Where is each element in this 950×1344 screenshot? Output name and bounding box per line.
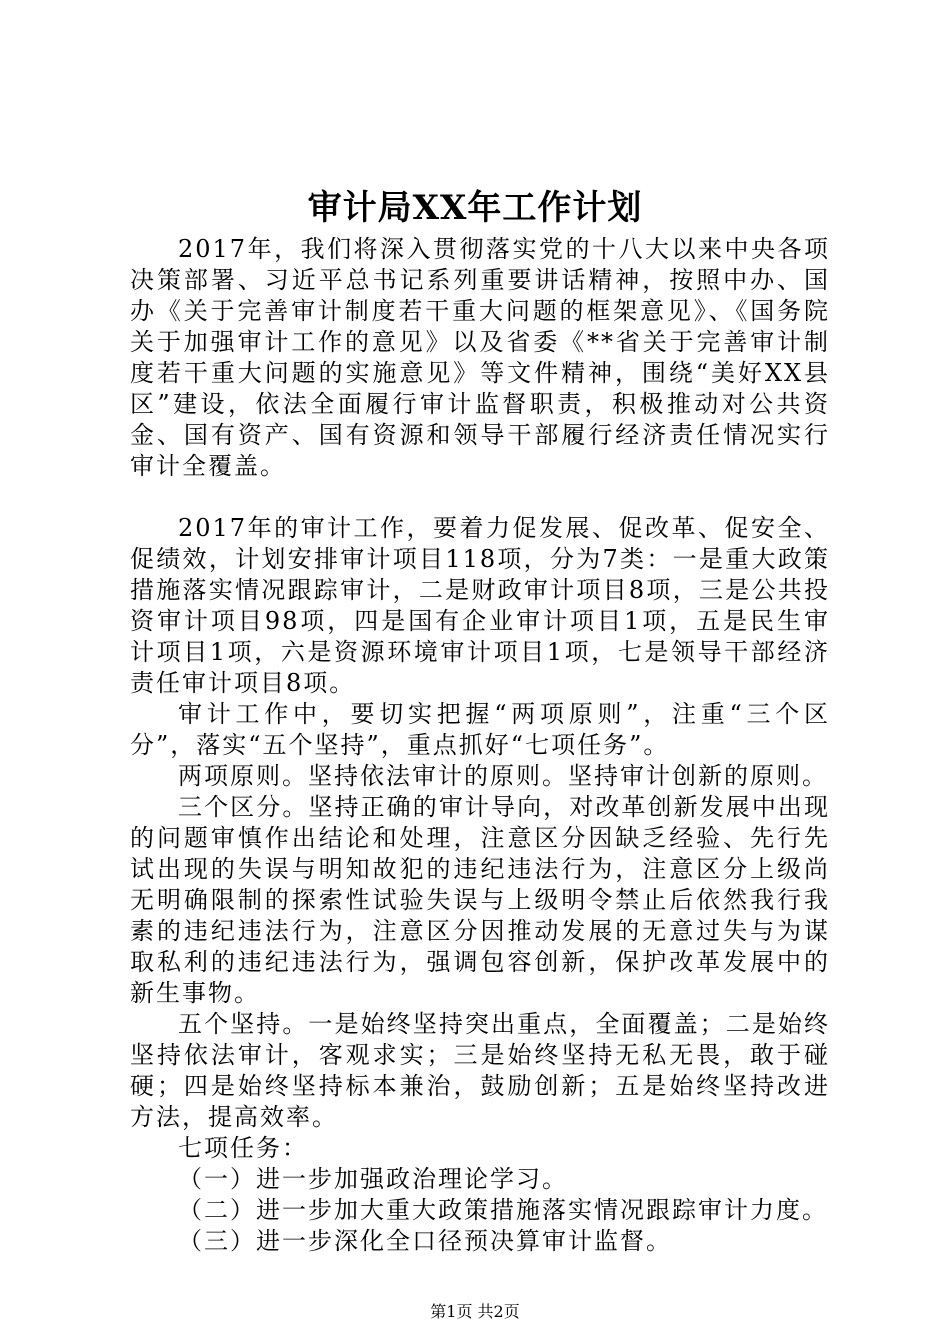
task-item-3: （三）进一步深化全口径预决算审计监督。 (178, 1227, 672, 1255)
paragraph-principles-summary: 审计工作中，要切实把握“两项原则”，注重“三个区分”，落实“五个坚持”，重点抓好“七项任务”。 (130, 700, 830, 759)
document-body (130, 234, 830, 1257)
task-item-1: （一）进一步加强政治理论学习。 (178, 1165, 568, 1193)
paragraph-five-adherences: 五个坚持。一是始终坚持突出重点，全面覆盖；二是始终坚持依法审计，客观求实；三是始终坚持无私无畏，敢于碰硬；四是始终坚持标本兼治，鼓励创新；五是始终坚持改进方法，提高效率。 (130, 1010, 830, 1131)
page-footer: 第1页 共2页 (430, 1302, 520, 1321)
task-item-2: （二）进一步加大重大政策措施落实情况跟踪审计力度。 (178, 1196, 828, 1224)
paragraph-plan-overview: 2017年的审计工作，要着力促发展、促改革、促安全、促绩效，计划安排审计项目118项，分为7类：一是重大政策措施落实情况跟踪审计，二是财政审计项目8项，三是公共投资审计项目98项，四是国有企业审计项目1项，五是民生审计项目1项，六是资源环境审计项目1项，七是领导干部经济责任审计项目8项。 (130, 514, 830, 697)
paragraph-intro: 2017年，我们将深入贯彻落实党的十八大以来中央各项决策部署、习近平总书记系列重要讲话精神，按照中办、国办《关于完善审计制度若干重大问题的框架意见》、《国务院关于加强审计工作的意见》以及省委《**省关于完善审计制度若干重大问题的实施意见》等文件精神，围绕“美好XX县区”建设，依法全面履行审计监督职责，积极推动对公共资金、国有资产、国有资源和领导干部履行经济责任情况实行审计全覆盖。 (130, 235, 830, 480)
paragraph-three-distinctions: 三个区分。坚持正确的审计导向，对改革创新发展中出现的问题审慎作出结论和处理，注意区分因缺乏经验、先行先试出现的失误与明知故犯的违纪违法行为，注意区分上级尚无明确限制的探索性试验失误与上级明令禁止后依然我行我素的违纪违法行为，注意区分因推动发展的无意过失与为谋取私利的违纪违法行为，强调包容创新，保护改革发展中的新生事物。 (130, 793, 830, 1007)
paragraph-spacer (130, 482, 830, 513)
paragraph-seven-tasks-heading: 七项任务： (178, 1134, 308, 1162)
paragraph-two-principles: 两项原则。坚持依法审计的原则。坚持审计创新的原则。 (178, 762, 828, 790)
document-title: 审计局XX年工作计划 (307, 188, 643, 228)
